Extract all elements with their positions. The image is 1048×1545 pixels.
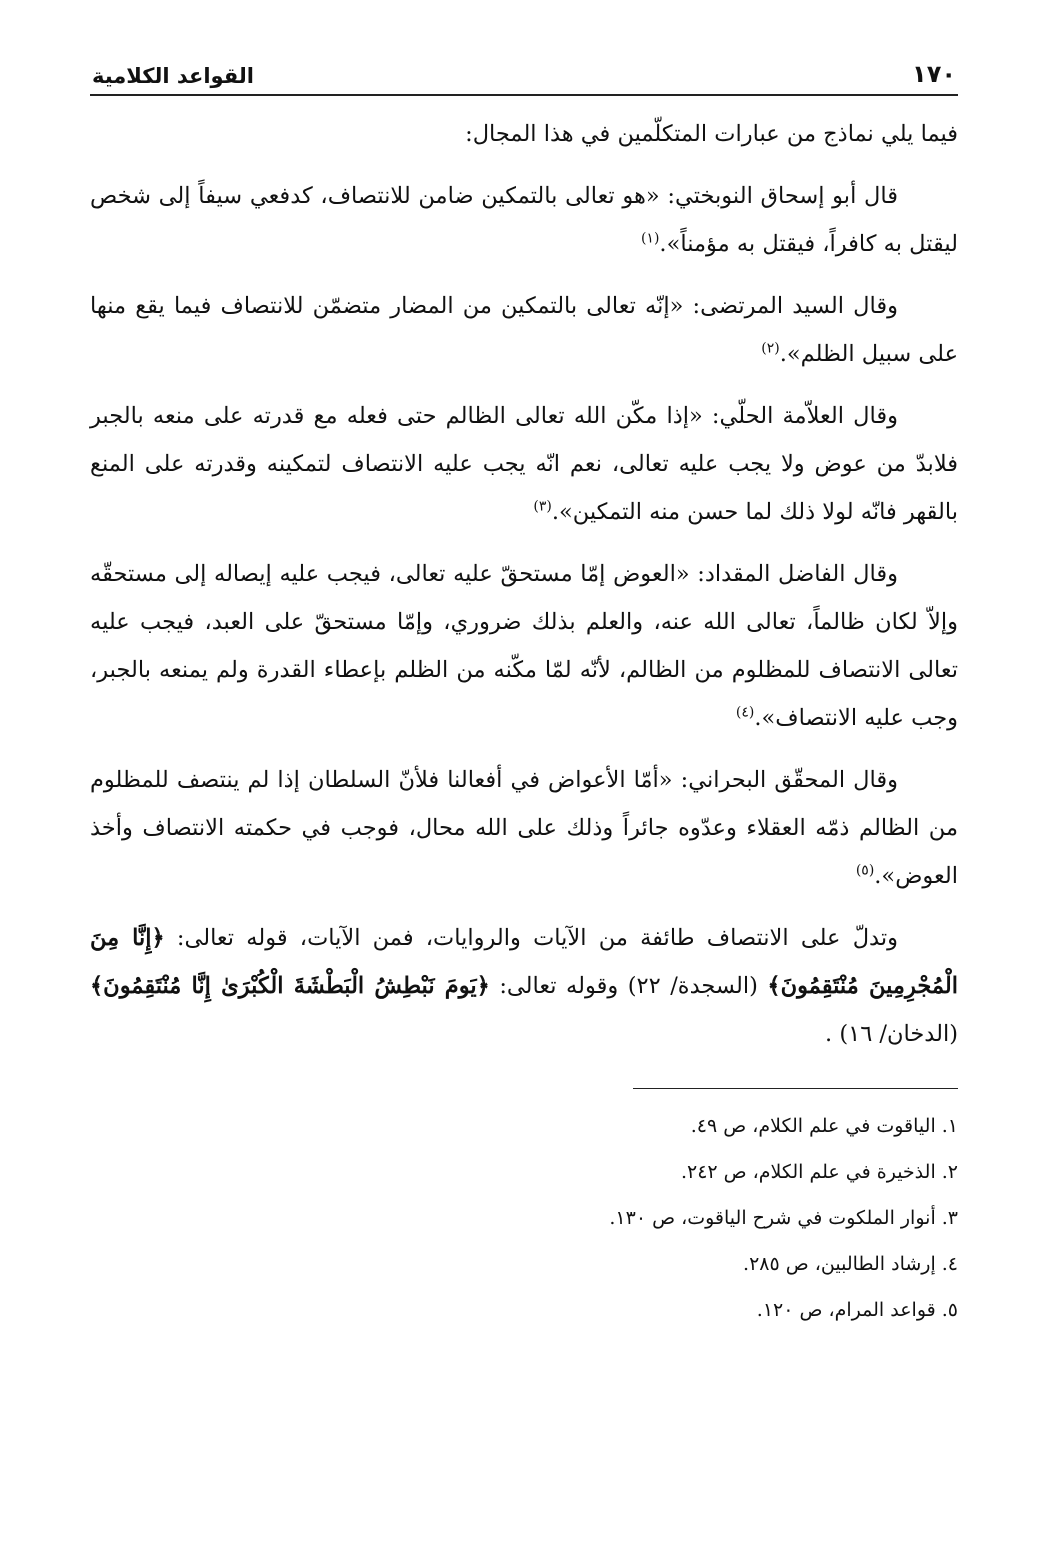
paragraph-hilli-quote <box>90 392 958 536</box>
paragraph-nawbakhti-quote <box>90 172 958 268</box>
footnote-text: الذخيرة في علم الكلام، ص ٢٤٢. <box>680 1161 936 1183</box>
verse-reference: (الدخان/ ١٦) <box>839 1021 958 1047</box>
footnote-number: ٤. <box>941 1253 958 1275</box>
footnote-marker[interactable]: (٣) <box>533 498 552 515</box>
paragraph-text: وقال المحقّق البحراني: «أمّا الأعواض في أفعالنا فلأنّ السلطان إذا لم ينتصف للمظلوم من الظالم ذمّه العقلاء وعدّوه جائراً وذلك على الله محال، فوجب في حكمته الانتصاف وأخذ العوض». <box>90 767 958 889</box>
footnote-item <box>90 1195 958 1241</box>
paragraph-text: فيما يلي نماذج من عبارات المتكلّمين في هذا المجال: <box>465 121 958 147</box>
footnote-marker[interactable]: (٢) <box>761 340 780 357</box>
paragraph-text: وقال العلاّمة الحلّي: «إذا مكّن الله تعالى الظالم حتى فعله مع قدرته على منعه بالجبر فلابدّ من عوض ولا يجب عليه تعالى، نعم انّه يجب عليه الانتصاف لتمكينه وقدرته على المنع بالقهر فانّه لولا ذلك لما حسن منه التمكين». <box>90 403 958 525</box>
footnote-item <box>90 1287 958 1333</box>
paragraph-text: قال أبو إسحاق النوبختي: «هو تعالى بالتمكين ضامن للانتصاف، كدفعي سيفاً إلى شخص ليقتل به كافراً، فيقتل به مؤمناً». <box>90 183 958 257</box>
paragraph-quranic-evidence <box>90 914 958 1058</box>
paragraph-text: وقوله تعالى: <box>499 973 619 999</box>
footnote-number: ١. <box>941 1115 958 1137</box>
footnote-item <box>90 1103 958 1149</box>
quran-verse: ﴿إِنَّا مِنَ الْمُجْرِمِينَ مُنْتَقِمُونَ﴾ <box>90 925 959 999</box>
paragraph-murtada-quote <box>90 282 958 378</box>
footnote-marker[interactable]: (٥) <box>855 862 875 879</box>
footnote-number: ٣. <box>941 1207 958 1229</box>
running-header <box>90 52 958 96</box>
footnote-number: ٢. <box>941 1161 958 1183</box>
quran-verse: ﴿يَومَ نَبْطِشُ الْبَطْشَةَ الْكُبْرَىٰ إِنَّا مُنْتَقِمُونَ﴾ <box>90 973 490 999</box>
footnote-item <box>90 1149 958 1195</box>
paragraph-text: وتدلّ على الانتصاف طائفة من الآيات والروايات، فمن الآيات، قوله تعالى: <box>176 925 898 951</box>
footnote-text: أنوار الملكوت في شرح الياقوت، ص ١٣٠. <box>609 1207 936 1229</box>
footnote-number: ٥. <box>941 1299 958 1321</box>
footnote-item <box>90 1241 958 1287</box>
paragraph-text: وقال السيد المرتضى: «إنّه تعالى بالتمكين من المضار متضمّن للانتصاف فيما يقع منها على سبيل الظلم». <box>90 293 958 367</box>
main-text <box>90 110 958 1058</box>
paragraph-bahrani-quote <box>90 756 958 900</box>
paragraph-intro <box>90 110 958 158</box>
footnote-marker[interactable]: (١) <box>640 230 660 247</box>
footnote-marker[interactable]: (٤) <box>735 704 755 721</box>
page-number: ١٧٠ <box>912 60 956 88</box>
footnotes-list <box>90 1103 958 1333</box>
sentence-end: . <box>825 1021 833 1047</box>
footnote-text: إرشاد الطالبين، ص ٢٨٥. <box>743 1253 936 1275</box>
paragraph-text: وقال الفاضل المقداد: «العوض إمّا مستحقّ عليه تعالى، فيجب عليه إيصاله إلى مستحقّه وإلاّ لكان ظالماً، تعالى الله عنه، والعلم بذلك ضروري، وإمّا مستحقّ على العبد، فيجب عليه تعالى الانتصاف للمظلوم من الظالم، لأنّه لمّا مكّنه من الظلم بإعطاء القدرة ولم يمنعه بالجبر، وجب عليه الانتصاف». <box>90 561 958 731</box>
running-header-title: القواعد الكلامية <box>92 64 254 88</box>
paragraph-miqdad-quote <box>90 550 958 742</box>
verse-reference: (السجدة/ ٢٢) <box>627 973 758 999</box>
book-page <box>90 52 958 1522</box>
footnote-divider <box>633 1088 958 1089</box>
footnote-text: الياقوت في علم الكلام، ص ٤٩. <box>690 1115 936 1137</box>
footnote-text: قواعد المرام، ص ١٢٠. <box>756 1299 936 1321</box>
